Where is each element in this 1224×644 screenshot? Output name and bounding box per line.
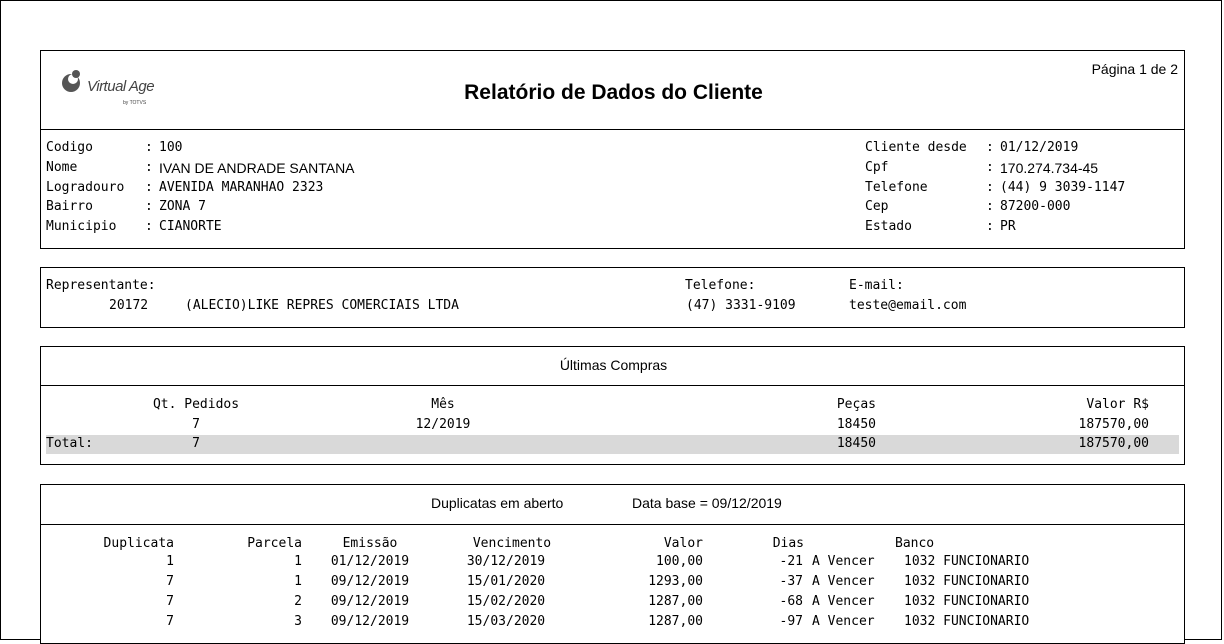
client-field-separator: : bbox=[986, 159, 994, 175]
rep-phone-label: Telefone: bbox=[685, 278, 756, 293]
dup-cell-bank: 1032 FUNCIONARIO bbox=[904, 554, 1030, 569]
duplicates-title: Duplicatas em aberto bbox=[431, 495, 564, 511]
logo-text: Virtual Age bbox=[87, 78, 155, 95]
client-field-value: ZONA 7 bbox=[159, 199, 206, 215]
client-field-label: Cep bbox=[865, 199, 889, 215]
client-field-separator: : bbox=[145, 159, 153, 175]
dup-cell-duplicate: 7 bbox=[166, 574, 174, 589]
dup-cell-parcel: 3 bbox=[294, 614, 302, 629]
dup-cell-duplicate: 7 bbox=[166, 614, 174, 629]
dup-cell-status: A Vencer bbox=[812, 554, 875, 569]
col-header-parcel: Parcela bbox=[247, 536, 302, 551]
dup-cell-parcel: 1 bbox=[294, 574, 302, 589]
purchase-cell-qt: 7 bbox=[192, 417, 200, 432]
dup-cell-due: 15/02/2020 bbox=[466, 594, 546, 609]
total-pieces: 18450 bbox=[836, 436, 876, 451]
dup-cell-status: A Vencer bbox=[812, 574, 875, 589]
dup-cell-days: -68 bbox=[779, 594, 803, 609]
dup-cell-issue: 01/12/2019 bbox=[330, 554, 410, 569]
client-field-label: Cpf bbox=[865, 159, 889, 175]
rep-email: teste@email.com bbox=[849, 298, 967, 313]
client-field-label: Cliente desde bbox=[865, 140, 967, 155]
client-field-value: PR bbox=[1000, 219, 1016, 235]
dup-cell-days: -37 bbox=[779, 574, 803, 589]
dup-cell-bank: 1032 FUNCIONARIO bbox=[904, 614, 1030, 629]
col-header-month: Mês bbox=[431, 397, 455, 412]
dup-cell-days: -21 bbox=[779, 554, 803, 569]
representative-section bbox=[40, 267, 1185, 328]
client-field-value: 87200-000 bbox=[1000, 199, 1071, 215]
client-field-separator: : bbox=[986, 199, 994, 215]
rep-code: 20172 bbox=[109, 298, 149, 313]
col-header-value: Valor R$ bbox=[1086, 397, 1149, 412]
dup-cell-value: 1287,00 bbox=[648, 614, 703, 629]
dup-cell-days: -97 bbox=[779, 614, 803, 629]
client-field-separator: : bbox=[145, 179, 153, 195]
total-label: Total: bbox=[46, 436, 93, 451]
dup-cell-parcel: 1 bbox=[294, 554, 302, 569]
dup-cell-due: 15/01/2020 bbox=[466, 574, 546, 589]
dup-cell-value: 100,00 bbox=[656, 554, 703, 569]
client-field-label: Municipio bbox=[46, 219, 117, 235]
purchase-cell-value: 187570,00 bbox=[1078, 417, 1149, 432]
logo-subtext: by TOTVS bbox=[123, 100, 147, 106]
client-field-separator: : bbox=[145, 199, 153, 215]
col-header-duplicate: Duplicata bbox=[103, 536, 174, 551]
client-field-label: Nome bbox=[46, 159, 78, 175]
purchases-divider bbox=[41, 385, 1184, 386]
last-purchases-section bbox=[40, 346, 1185, 465]
dup-cell-bank: 1032 FUNCIONARIO bbox=[904, 594, 1030, 609]
dup-cell-parcel: 2 bbox=[294, 594, 302, 609]
dup-cell-issue: 09/12/2019 bbox=[330, 614, 410, 629]
client-field-label: Codigo bbox=[46, 140, 93, 155]
client-field-separator: : bbox=[145, 219, 153, 235]
client-field-value: 100 bbox=[159, 140, 183, 155]
purchase-cell-pieces: 18450 bbox=[836, 417, 876, 432]
dup-cell-issue: 09/12/2019 bbox=[330, 574, 410, 589]
client-field-value: 170.274.734-45 bbox=[1000, 159, 1099, 176]
client-field-value: AVENIDA MARANHAO 2323 bbox=[159, 179, 324, 195]
client-field-label: Logradouro bbox=[46, 179, 125, 195]
total-value: 187570,00 bbox=[1078, 436, 1149, 451]
client-field-separator: : bbox=[986, 219, 994, 235]
client-data-section bbox=[40, 129, 1185, 249]
report-header bbox=[40, 50, 1185, 130]
dup-cell-value: 1287,00 bbox=[648, 594, 703, 609]
client-field-separator: : bbox=[986, 179, 994, 195]
client-field-label: Estado bbox=[865, 219, 912, 235]
duplicates-divider bbox=[41, 524, 1184, 525]
client-field-value: (44) 9 3039-1147 bbox=[1000, 179, 1126, 195]
dup-cell-due: 30/12/2019 bbox=[466, 554, 546, 569]
rep-email-label: E-mail: bbox=[849, 278, 904, 293]
client-field-value: 01/12/2019 bbox=[1000, 140, 1079, 155]
client-field-value: CIANORTE bbox=[159, 219, 222, 235]
dup-cell-due: 15/03/2020 bbox=[466, 614, 546, 629]
representative-label: Representante: bbox=[46, 278, 156, 293]
dup-cell-status: A Vencer bbox=[812, 594, 875, 609]
duplicates-base-date: Data base = 09/12/2019 bbox=[632, 495, 782, 511]
total-qt: 7 bbox=[192, 436, 200, 451]
page-number: Página 1 de 2 bbox=[1091, 61, 1178, 77]
client-field-separator: : bbox=[145, 140, 153, 155]
client-field-separator: : bbox=[986, 140, 994, 155]
dup-cell-value: 1293,00 bbox=[648, 574, 703, 589]
dup-cell-issue: 09/12/2019 bbox=[330, 594, 410, 609]
purchases-title: Últimas Compras bbox=[559, 357, 668, 373]
col-header-value: Valor bbox=[663, 536, 703, 551]
rep-name: (ALECIO)LIKE REPRES COMERCIAIS LTDA bbox=[185, 298, 459, 313]
col-header-due: Vencimento bbox=[472, 536, 552, 551]
client-field-value: IVAN DE ANDRADE SANTANA bbox=[159, 159, 355, 176]
open-duplicates-section bbox=[40, 484, 1185, 644]
dup-cell-status: A Vencer bbox=[812, 614, 875, 629]
col-header-bank: Banco bbox=[895, 536, 935, 551]
dup-cell-duplicate: 7 bbox=[166, 594, 174, 609]
rep-phone: (47) 3331-9109 bbox=[686, 298, 796, 313]
col-header-days: Dias bbox=[772, 536, 804, 551]
col-header-pieces: Peças bbox=[836, 397, 876, 412]
dup-cell-bank: 1032 FUNCIONARIO bbox=[904, 574, 1030, 589]
purchase-cell-month: 12/2019 bbox=[415, 417, 471, 432]
client-field-label: Telefone bbox=[865, 179, 928, 195]
client-field-label: Bairro bbox=[46, 199, 93, 215]
dup-cell-duplicate: 1 bbox=[166, 554, 174, 569]
report-title: Relatório de Dados do Cliente bbox=[464, 81, 763, 104]
col-header-qt: Qt. Pedidos bbox=[152, 397, 240, 412]
col-header-issue: Emissão bbox=[342, 536, 398, 551]
